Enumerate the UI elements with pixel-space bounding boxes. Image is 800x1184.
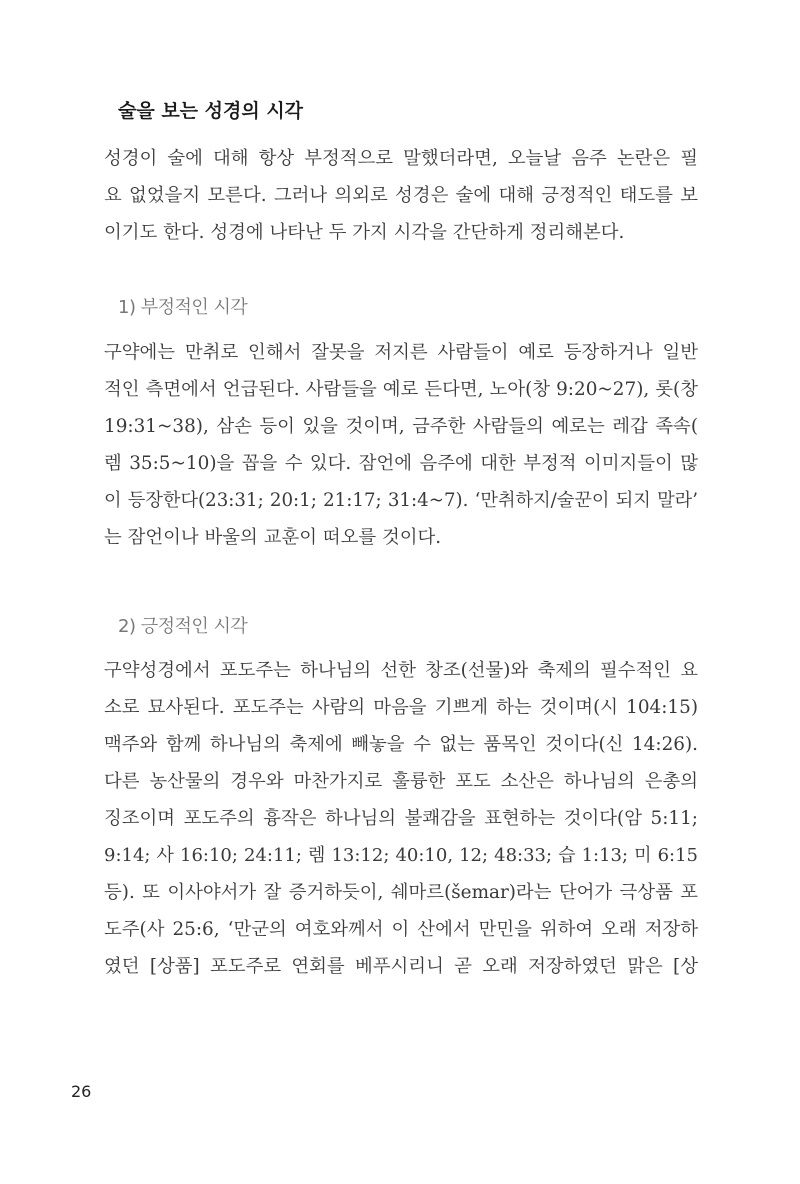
text-line: 소로 묘사된다. 포도주는 사람의 마음을 기쁘게 하는 것이며(시 104:15) xyxy=(104,697,698,718)
text-line: 성경이 술에 대해 항상 부정적으로 말했더라면, 오늘날 음주 논란은 필 xyxy=(104,148,698,169)
text-line: 요 없었을지 모른다. 그러나 의외로 성경은 술에 대해 긍정적인 태도를 보 xyxy=(104,185,698,206)
text-line: 이기도 한다. 성경에 나타난 두 가지 시각을 간단하게 정리해본다. xyxy=(104,222,625,243)
page-number: 26 xyxy=(71,1082,92,1101)
text-line: 이 등장한다(23:31; 20:1; 21:17; 31:4~7). ‘만취하지/술꾼이 되지 말라’ xyxy=(104,490,698,511)
text-line: 였던 [상품] 포도주로 연회를 베푸시리니 곧 오래 저장하였던 맑은 [상 xyxy=(104,956,698,977)
subheading-negative: 1) 부정적인 시각 xyxy=(118,297,248,318)
text-line: 구약성경에서 포도주는 하나님의 선한 창조(선물)와 축제의 필수적인 요 xyxy=(104,660,698,681)
text-line: 19:31~38), 삼손 등이 있을 것이며, 금주한 사람들의 예로는 레갑 족속( xyxy=(104,416,698,437)
negative-view-paragraph xyxy=(104,334,698,556)
positive-view-paragraph xyxy=(104,652,698,985)
intro-paragraph xyxy=(104,140,698,251)
text-line: 렘 35:5~10)을 꼽을 수 있다. 잠언에 음주에 대한 부정적 이미지들이 많 xyxy=(104,453,698,474)
section-heading: 술을 보는 성경의 시각 xyxy=(118,100,304,122)
text-line: 다른 농산물의 경우와 마찬가지로 훌륭한 포도 소산은 하나님의 은총의 xyxy=(104,771,698,792)
text-line: 맥주와 함께 하나님의 축제에 빼놓을 수 없는 품목인 것이다(신 14:26). xyxy=(104,734,698,755)
subheading-positive: 2) 긍정적인 시각 xyxy=(118,616,248,637)
text-line: 는 잠언이나 바울의 교훈이 떠오를 것이다. xyxy=(104,527,442,548)
text-line: 9:14; 사 16:10; 24:11; 렘 13:12; 40:10, 12; 48:33; 습 1:13; 미 6:15 xyxy=(104,845,698,866)
text-line: 구약에는 만취로 인해서 잘못을 저지른 사람들이 예로 등장하거나 일반 xyxy=(104,342,698,363)
text-line: 징조이며 포도주의 흉작은 하나님의 불쾌감을 표현하는 것이다(암 5:11; xyxy=(104,808,698,829)
text-line: 등). 또 이사야서가 잘 증거하듯이, 쉐마르(šemar)라는 단어가 극상품 포 xyxy=(104,882,698,903)
text-line: 도주(사 25:6, ‘만군의 여호와께서 이 산에서 만민을 위하여 오래 저장하 xyxy=(104,919,698,940)
text-line: 적인 측면에서 언급된다. 사람들을 예로 든다면, 노아(창 9:20~27), 롯(창 xyxy=(104,379,698,400)
